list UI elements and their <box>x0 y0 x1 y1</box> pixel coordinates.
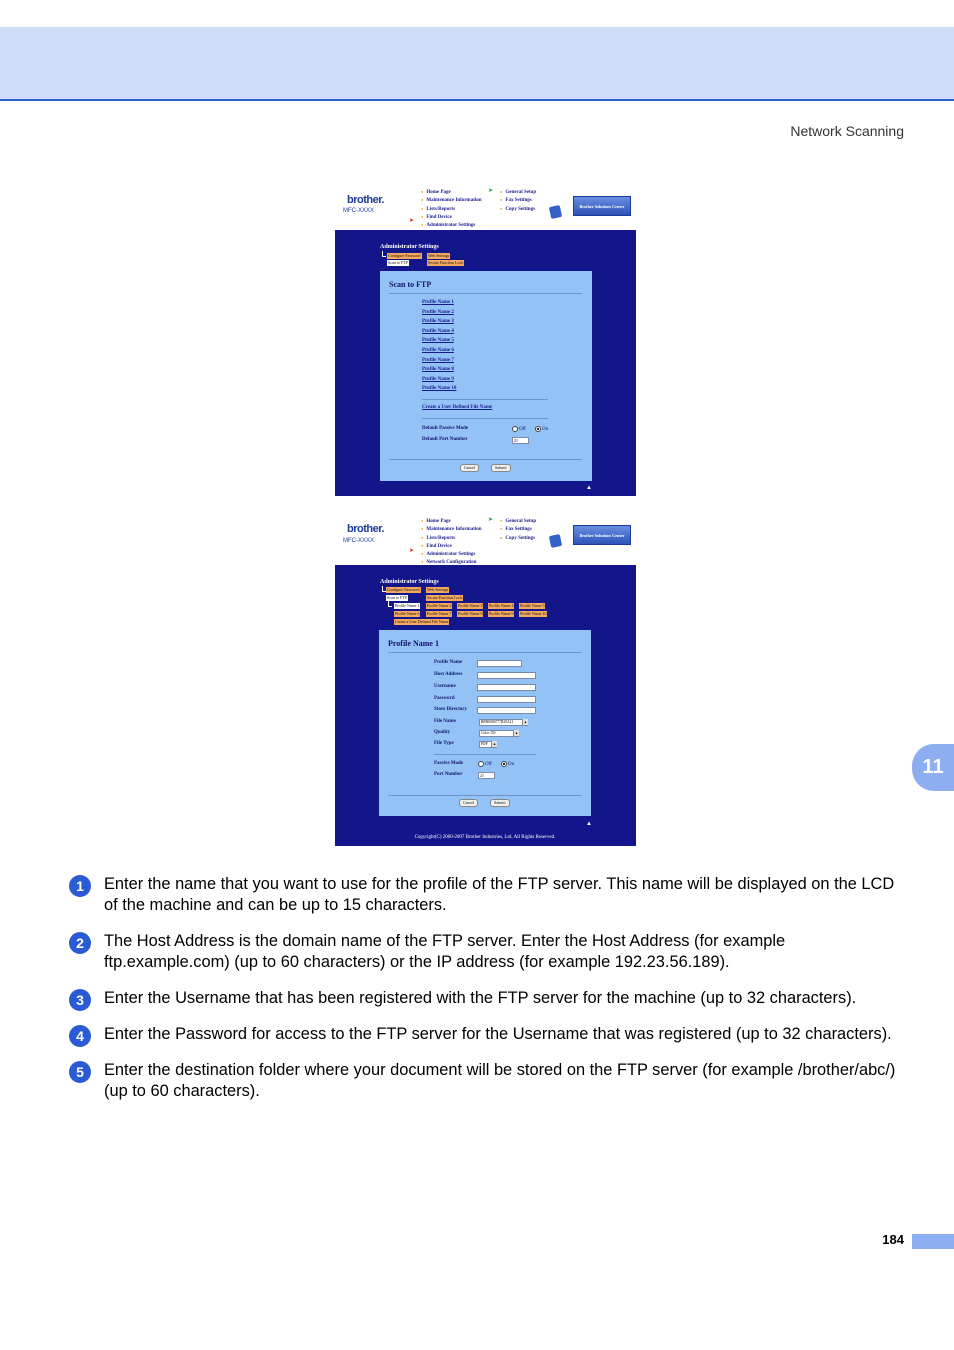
nav-lists-reports[interactable]: ● Lists/Reports <box>421 205 482 213</box>
nav-maintenance[interactable]: ● Maintenance Information <box>421 525 482 533</box>
page-number: 184 <box>882 1232 904 1247</box>
nav-administrator-settings[interactable]: ● Administrator Settings <box>421 550 482 558</box>
panel-title: Profile Name 1 <box>388 639 439 648</box>
divider <box>389 293 582 294</box>
step-number-badge: 5 <box>69 1061 91 1083</box>
nav-lists-reports[interactable]: ● Lists/Reports <box>421 534 482 542</box>
step-item <box>68 874 908 916</box>
crumb-profile-tab[interactable]: Profile Name 10 <box>520 611 547 616</box>
profile-link[interactable]: Profile Name 2 <box>422 309 454 315</box>
header-band <box>0 27 954 101</box>
passive-mode-label: Default Passive Mode <box>422 426 469 431</box>
back-to-top-icon[interactable]: ▲ <box>586 485 592 491</box>
crumb-secure-function-lock[interactable]: Secure Function Lock <box>428 260 464 265</box>
nav-home-page[interactable]: ● Home Page <box>421 188 482 196</box>
brother-solutions-center-button[interactable]: Brother Solutions Center <box>573 525 631 545</box>
step-text: Enter the Username that has been registered with the FTP server for the machine (up to 32 characters). <box>104 989 857 1007</box>
radio-off-icon <box>512 426 518 432</box>
profile-name-input[interactable] <box>477 660 522 667</box>
scan-to-ftp-screenshot <box>335 186 636 496</box>
divider <box>388 795 581 796</box>
passive-on-radio[interactable]: On <box>535 426 548 432</box>
scan-to-ftp-panel <box>380 271 592 481</box>
divider <box>434 754 536 755</box>
crumb-profile-tab[interactable]: Profile Name 4 <box>489 603 514 608</box>
file-type-select[interactable]: PDF ▴ <box>479 741 497 748</box>
step-text: Enter the destination folder where your document will be stored on the FTP server (for example /brother/abc/) (up to 60 characters). <box>104 1061 896 1100</box>
nav-administrator-settings[interactable]: ● Administrator Settings <box>421 221 482 229</box>
divider <box>389 459 582 460</box>
nav-copy-settings[interactable]: ● Copy Settings <box>500 534 536 542</box>
web-header <box>335 186 636 230</box>
passive-off-radio[interactable]: Off <box>478 761 492 767</box>
crumb-configure-password[interactable]: Configure Password <box>387 587 420 592</box>
nav-find-device[interactable]: ● Find Device <box>421 213 482 221</box>
passive-on-radio[interactable]: On <box>501 761 514 767</box>
crumb-web-settings[interactable]: Web Settings <box>428 253 450 258</box>
crumb-profile-tab[interactable]: Profile Name 6 <box>395 611 420 616</box>
crumb-profile-tab[interactable]: Profile Name 1 <box>395 603 420 608</box>
file-type-label: File Type <box>434 741 454 746</box>
nav-network-configuration[interactable]: ● Network Configuration <box>421 558 482 566</box>
username-input[interactable] <box>477 684 536 691</box>
crumb-connector <box>382 251 386 257</box>
profile-link[interactable]: Profile Name 3 <box>422 319 454 325</box>
submit-button[interactable]: Submit <box>491 464 511 472</box>
profile-link[interactable]: Profile Name 10 <box>422 386 457 392</box>
divider <box>422 418 548 419</box>
quality-label: Quality <box>434 730 451 735</box>
crumb-connector <box>388 601 392 607</box>
current-page-arrow-icon: ➤ <box>409 218 415 224</box>
profile-link[interactable]: Profile Name 7 <box>422 357 454 363</box>
web-content <box>335 230 636 496</box>
nav-maintenance[interactable]: ● Maintenance Information <box>421 196 482 204</box>
crumb-profile-tab[interactable]: Profile Name 9 <box>489 611 514 616</box>
brother-logo: brother. <box>347 194 384 206</box>
crumb-profile-tab[interactable]: Profile Name 7 <box>427 611 452 616</box>
model-name: MFC-XXXX <box>343 208 375 214</box>
page-number-bar <box>912 1234 954 1249</box>
nav-general-setup[interactable]: ● General Setup <box>500 517 536 525</box>
copyright: Copyright(C) 2000-2007 Brother Industries, Ltd. All Rights Reserved. <box>414 835 556 840</box>
back-to-top-icon[interactable]: ▲ <box>586 821 592 827</box>
profile-link[interactable]: Profile Name 4 <box>422 328 454 334</box>
web-header <box>335 515 636 565</box>
user-defined-file-name-link[interactable]: Create a User Defined File Name <box>422 405 493 410</box>
divider <box>388 652 581 653</box>
nav-right <box>500 188 536 213</box>
step-item <box>68 1024 908 1045</box>
nav-find-device[interactable]: ● Find Device <box>421 542 482 550</box>
step-text: Enter the Password for access to the FTP server for the Username that was registered (up to 32 characters). <box>104 1025 892 1043</box>
admin-title: Administrator Settings <box>380 579 439 585</box>
radio-on-icon <box>535 426 541 432</box>
general-setup-arrow-icon: ➤ <box>488 188 494 194</box>
nav-fax-settings[interactable]: ● Fax Settings <box>500 196 536 204</box>
passive-off-radio[interactable]: Off <box>512 426 526 432</box>
crumb-profile-tab[interactable]: Profile Name 3 <box>458 603 483 608</box>
running-head: Network Scanning <box>790 123 904 139</box>
chapter-tab: 11 <box>912 744 954 791</box>
nav-fax-settings[interactable]: ● Fax Settings <box>500 525 536 533</box>
crumb-user-defined[interactable]: Create a User Defined File Name <box>395 619 449 624</box>
brother-solutions-center-button[interactable]: Brother Solutions Center <box>573 196 631 216</box>
store-directory-input[interactable] <box>477 707 536 714</box>
instruction-list <box>68 874 908 1117</box>
step-item <box>68 1060 908 1102</box>
profile-link[interactable]: Profile Name 5 <box>422 338 454 344</box>
brother-logo: brother. <box>347 523 384 535</box>
step-item <box>68 988 908 1009</box>
file-name-label: File Name <box>434 719 456 724</box>
crumb-profile-tab[interactable]: Profile Name 5 <box>520 603 545 608</box>
profile-link[interactable]: Profile Name 8 <box>422 367 454 373</box>
file-name-select[interactable]: BRN0080777B29A21 ▴ <box>479 719 528 726</box>
host-address-input[interactable] <box>477 672 536 679</box>
port-number-input[interactable]: 21 <box>512 437 529 444</box>
step-number-badge: 1 <box>69 875 91 897</box>
port-number-label: Port Number <box>434 772 463 777</box>
crumb-secure-function-lock[interactable]: Secure Function Lock <box>427 595 463 600</box>
profile-link[interactable]: Profile Name 9 <box>422 376 454 382</box>
quality-select[interactable]: Color 150 ▴ <box>479 730 519 737</box>
crumb-web-settings[interactable]: Web Settings <box>427 587 449 592</box>
password-label: Password <box>434 696 455 701</box>
nav-home-page[interactable]: ● Home Page <box>421 517 482 525</box>
submit-button[interactable]: Submit <box>490 799 510 807</box>
admin-title: Administrator Settings <box>380 244 439 250</box>
nav-copy-settings[interactable]: ● Copy Settings <box>500 205 536 213</box>
step-number-badge: 4 <box>69 1025 91 1047</box>
general-setup-arrow-icon: ➤ <box>488 517 494 523</box>
radio-off-icon <box>478 761 484 767</box>
crumb-configure-password[interactable]: Configure Password <box>388 253 421 258</box>
profile-link[interactable]: Profile Name 1 <box>422 300 454 305</box>
password-input[interactable] <box>477 696 536 703</box>
crumb-scan-to-ftp[interactable]: Scan to FTP <box>387 595 407 600</box>
nav-general-setup[interactable]: ● General Setup <box>500 188 536 196</box>
nav-right <box>500 517 536 542</box>
passive-mode-label: Passive Mode <box>434 761 464 766</box>
username-label: Username <box>434 684 456 689</box>
model-name: MFC-XXXX <box>343 538 375 544</box>
cancel-button[interactable]: Cancel <box>460 464 479 472</box>
profile-settings-screenshot <box>335 515 636 846</box>
panel-title: Scan to FTP <box>389 280 432 289</box>
nav-left <box>421 517 482 567</box>
radio-on-icon <box>501 761 507 767</box>
port-number-input[interactable]: 21 <box>478 772 495 779</box>
crumb-profile-tab[interactable]: Profile Name 2 <box>427 603 452 608</box>
web-content <box>335 565 636 846</box>
step-text: The Host Address is the domain name of the FTP server. Enter the Host Address (for example ftp.example.com) (up to 60 characters) or the IP address (for example 192.23.56.189). <box>104 932 786 971</box>
step-item <box>68 931 908 973</box>
step-number-badge: 2 <box>69 932 91 954</box>
profile-name-label: Profile Name <box>434 660 463 665</box>
port-number-label: Default Port Number <box>422 437 468 442</box>
profile-link[interactable]: Profile Name 6 <box>422 348 454 353</box>
step-number-badge: 3 <box>69 989 91 1011</box>
crumb-profile-tab[interactable]: Profile Name 8 <box>458 611 483 616</box>
host-address-label: Host Address <box>434 672 463 677</box>
divider <box>422 399 548 400</box>
crumb-scan-to-ftp[interactable]: Scan to FTP <box>388 260 408 265</box>
store-directory-label: Store Directory <box>434 707 467 712</box>
manual-book-icon <box>549 205 562 219</box>
step-text: Enter the name that you want to use for the profile of the FTP server. This name will be displayed on the LCD of the machine and can be up to 15 characters. <box>104 875 895 914</box>
manual-book-icon <box>549 534 562 548</box>
profile-panel <box>379 630 591 816</box>
cancel-button[interactable]: Cancel <box>459 799 478 807</box>
current-page-arrow-icon: ➤ <box>409 548 415 554</box>
